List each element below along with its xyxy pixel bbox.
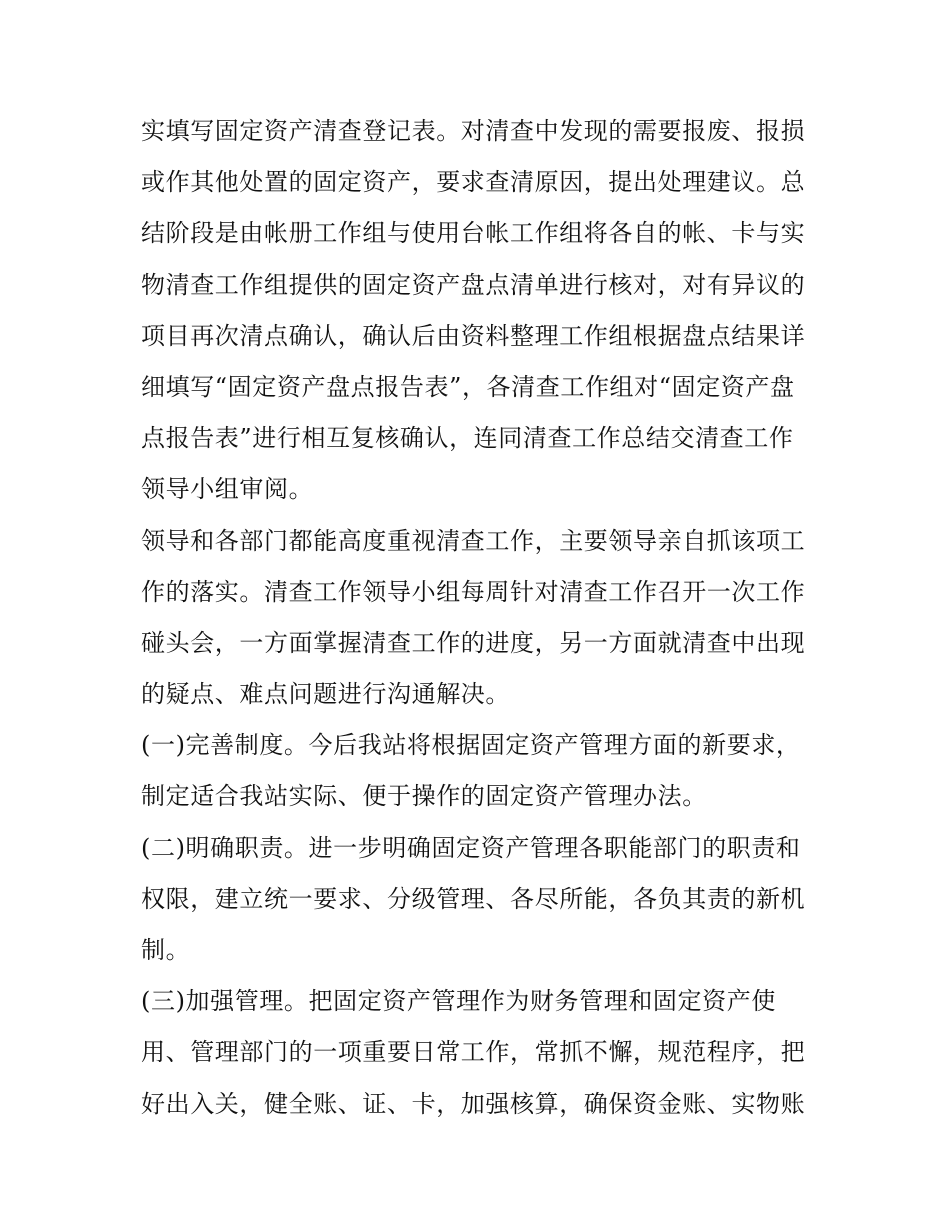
text-line: 碰头会，一方面掌握清查工作的进度，另一方面就清查中出现 xyxy=(141,628,806,657)
text-line: 制定适合我站实际、便于操作的固定资产管理办法。 xyxy=(141,782,707,811)
text-line: 权限，建立统一要求、分级管理、各尽所能，各负其责的新机 xyxy=(141,884,806,913)
text-line: 作的落实。清查工作领导小组每周针对清查工作召开一次工作 xyxy=(141,577,806,606)
text-line: 好出入关，健全账、证、卡，加强核算，确保资金账、实物账 xyxy=(141,1089,806,1118)
text-line: 实填写固定资产清查登记表。对清查中发现的需要报废、报损 xyxy=(141,117,806,145)
text-line: 或作其他处置的固定资产，要求查清原因，提出处理建议。总 xyxy=(141,168,806,197)
text-line: 的疑点、难点问题进行沟通解决。 xyxy=(141,680,510,709)
text-line: 领导和各部门都能高度重视清查工作，主要领导亲自抓该项工 xyxy=(141,526,806,555)
text-line: 细填写“固定资产盘点报告表”，各清查工作组对“固定资产盘 xyxy=(141,372,795,401)
text-line: 物清查工作组提供的固定资产盘点清单进行核对，对有异议的 xyxy=(141,270,806,299)
text-line: (一)完善制度。今后我站将根据固定资产管理方面的新要求， xyxy=(141,731,801,760)
text-line: (三)加强管理。把固定资产管理作为财务管理和固定资产使 xyxy=(141,987,776,1016)
text-line: 制。 xyxy=(141,936,191,964)
text-line: 领导小组审阅。 xyxy=(141,475,314,504)
text-line: 结阶段是由帐册工作组与使用台帐工作组将各自的帐、卡与实 xyxy=(141,219,806,248)
text-line: 项目再次清点确认，确认后由资料整理工作组根据盘点结果详 xyxy=(141,321,806,350)
text-line: 点报告表”进行相互复核确认，连同清查工作总结交清查工作 xyxy=(141,424,794,453)
text-line: (二)明确职责。进一步明确固定资产管理各职能部门的职责和 xyxy=(141,833,801,862)
text-line: 用、管理部门的一项重要日常工作，常抓不懈，规范程序，把 xyxy=(141,1038,806,1067)
document-body xyxy=(141,106,821,1130)
